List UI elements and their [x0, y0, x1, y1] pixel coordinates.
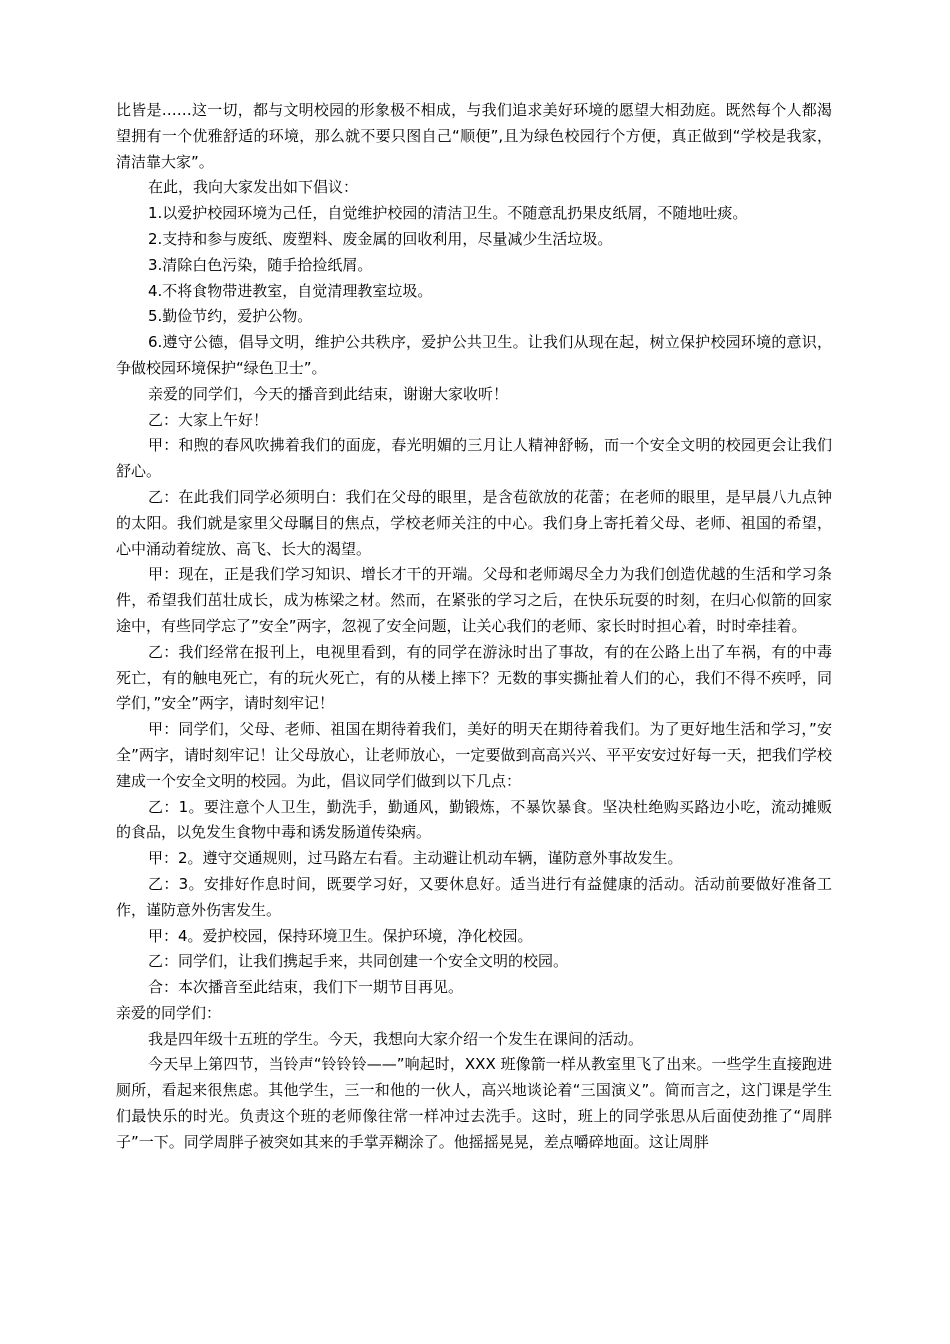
paragraph-15: 甲：同学们，父母、老师、祖国在期待着我们，美好的明天在期待着我们。为了更好地生活和学习，”安全”两字，请时刻牢记！让父母放心，让老师放心，一定要做到高高兴兴、平平安安过好每一天，把我们学校建成一个安全文明的校园。为此，倡议同学们做到以下几点：: [116, 720, 832, 790]
paragraph-19: 甲：4。爱护校园，保持环境卫生。保护环境，净化校园。: [148, 926, 533, 945]
paragraph-5: 3.清除白色污染，随手拾捡纸屑。: [148, 255, 373, 274]
paragraph-1: 比皆是……这一切，都与文明校园的形象极不相成，与我们追求美好环境的愿望大相劲庭。既然每个人都渴望拥有一个优雅舒适的环境，那么就不要只图自己“顺便”,且为绿色校园行个方便，真正做到“学校是我家，清洁靠大家”。: [116, 101, 832, 171]
paragraph-24: 今天早上第四节，当铃声“铃铃铃——”响起时，XXX 班像箭一样从教室里飞了出来。一些学生直接跑进厕所，看起来很焦虑。其他学生，三一和他的一伙人，高兴地谈论着“三国演义”。简而言之，这门课是学生们最快乐的时光。负责这个班的老师像往常一样冲过去洗手。这时，班上的同学张思从后面使劲推了“周胖子”一下。同学周胖子被突如其来的手掌弄糊涂了。他摇摇晃晃，差点嚼碎地面。这让周胖: [116, 1055, 832, 1151]
paragraph-9: 亲爱的同学们，今天的播音到此结束，谢谢大家收听！: [148, 384, 509, 403]
paragraph-18: 乙：3。安排好作息时间，既要学习好，又要休息好。适当进行有益健康的活动。活动前要做好准备工作，谨防意外伤害发生。: [116, 874, 832, 919]
paragraph-10: 乙：大家上午好！: [148, 410, 269, 429]
paragraph-7: 5.勤俭节约，爱护公物。: [148, 307, 313, 326]
paragraph-6: 4.不将食物带进教室，自觉清理教室垃圾。: [148, 281, 433, 300]
paragraph-22: 亲爱的同学们：: [116, 1003, 222, 1022]
paragraph-8: 6.遵守公德，倡导文明，维护公共秩序，爱护公共卫生。让我们从现在起，树立保护校园环境的意识，争做校园环境保护“绿色卫士”。: [116, 333, 832, 377]
paragraph-17: 甲：2。遵守交通规则，过马路左右看。主动避让机动车辆，谨防意外事故发生。: [148, 849, 683, 868]
paragraph-4: 2.支持和参与废纸、废塑料、废金属的回收利用，尽量减少生活垃圾。: [148, 229, 613, 248]
document-page: [116, 98, 832, 1156]
paragraph-11: 甲：和煦的春风吹拂着我们的面庞，春光明媚的三月让人精神舒畅，而一个安全文明的校园更会让我们舒心。: [116, 436, 832, 481]
paragraph-23: 我是四年级十五班的学生。今天，我想向大家介绍一个发生在课间的活动。: [148, 1029, 644, 1048]
paragraph-2: 在此，我向大家发出如下倡议：: [148, 178, 359, 197]
paragraph-13: 甲：现在，正是我们学习知识、增长才干的开端。父母和老师竭尽全力为我们创造优越的生活和学习条件，希望我们茁壮成长，成为栋梁之材。然而，在紧张的学习之后，在快乐玩耍的时刻，在归心似箭的回家途中，有些同学忘了”安全”两字，忽视了安全问题，让关心我们的老师、家长时时担心着，时时牵挂着。: [116, 565, 832, 635]
paragraph-16: 乙：1。要注意个人卫生，勤洗手，勤通风，勤锻炼，不暴饮暴食。坚决杜绝购买路边小吃，流动摊贩的食品，以免发生食物中毒和诱发肠道传染病。: [116, 797, 832, 842]
paragraph-21: 合：本次播音至此结束，我们下一期节目再见。: [148, 978, 464, 997]
paragraph-20: 乙：同学们，让我们携起手来，共同创建一个安全文明的校园。: [148, 952, 569, 971]
paragraph-12: 乙：在此我们同学必须明白：我们在父母的眼里，是含苞欲放的花蕾；在老师的眼里，是早晨八九点钟的太阳。我们就是家里父母瞩目的焦点，学校老师关注的中心。我们身上寄托着父母、老师、祖国的希望，心中涌动着绽放、高飞、长大的渴望。: [116, 487, 832, 558]
paragraph-3: 1.以爱护校园环境为己任，自觉维护校园的清洁卫生。不随意乱扔果皮纸屑，不随地吐痰。: [148, 204, 748, 223]
paragraph-14: 乙：我们经常在报刊上，电视里看到，有的同学在游泳时出了事故，有的在公路上出了车祸，有的中毒死亡，有的触电死亡，有的玩火死亡，有的从楼上摔下？无数的事实撕扯着人们的心，我们不得不疾呼，同学们，”安全”两字，请时刻牢记！: [116, 642, 832, 713]
